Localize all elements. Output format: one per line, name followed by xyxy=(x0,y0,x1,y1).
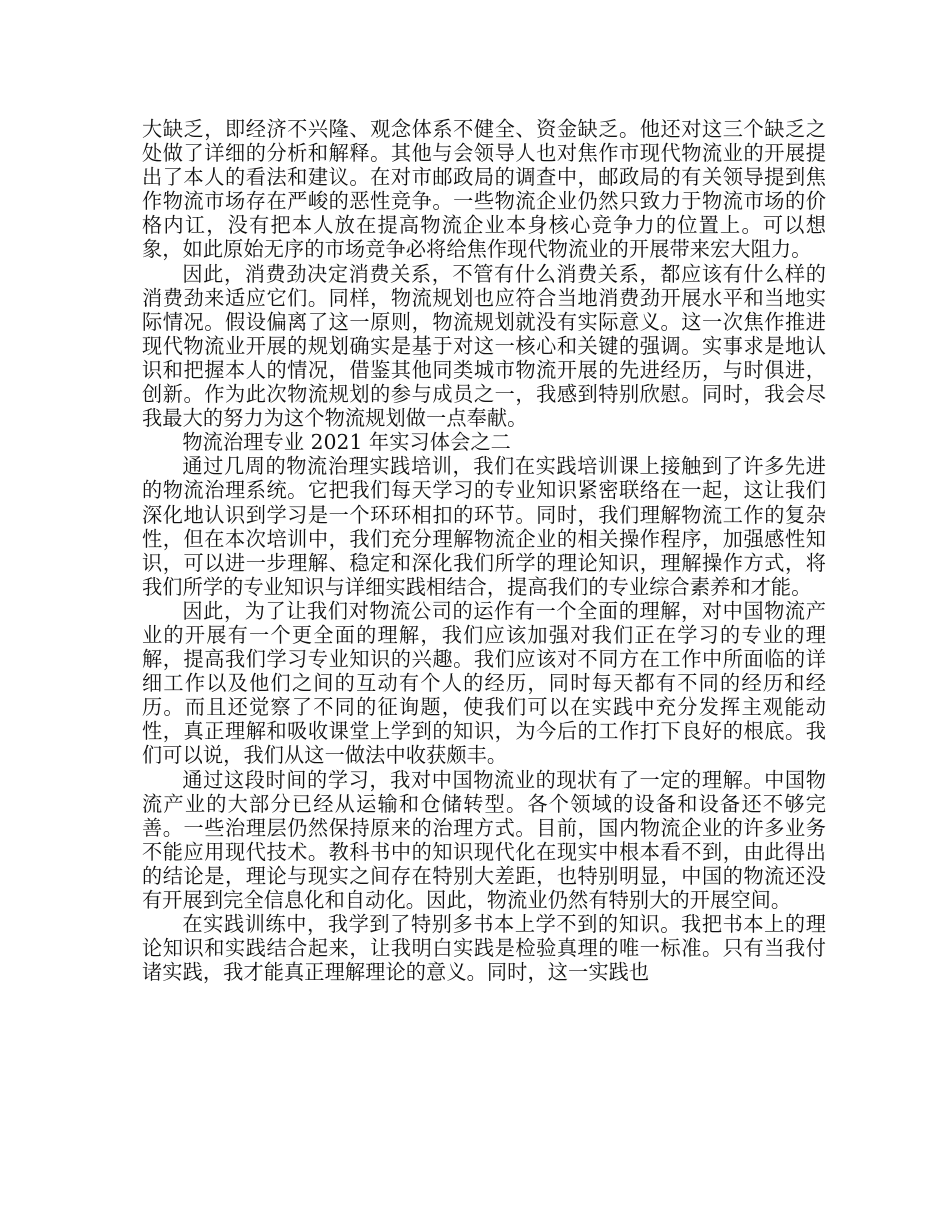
paragraph: 因此，为了让我们对物流公司的运作有一个全面的理解，对中国物流产业的开展有一个更全面的理解，我们应该加强对我们正在学习的专业的理解，提高我们学习专业知识的兴趣。我们应该对不同方在工作中所面临的详细工作以及他们之间的互动有个人的经历，同时每天都有不同的经历和经历。而且还觉察了不同的征询题，使我们可以在实践中充分发挥主观能动性，真正理解和吸收课堂上学到的知识，为今后的工作打下良好的根底。我们可以说，我们从这一做法中收获颇丰。 xyxy=(142,598,826,768)
paragraph: 在实践训练中，我学到了特别多书本上学不到的知识。我把书本上的理论知识和实践结合起来，让我明白实践是检验真理的唯一标准。只有当我付诸实践，我才能真正理解理论的意义。同时，这一实践也 xyxy=(142,912,826,985)
section-heading: 物流治理专业 2021 年实习体会之二 xyxy=(182,430,511,455)
paragraph: 通过几周的物流治理实践培训，我们在实践培训课上接触到了许多先进的物流治理系统。它把我们每天学习的专业知识紧密联络在一起，这让我们深化地认识到学习是一个环环相扣的环节。同时，我们理解物流工作的复杂性，但在本次培训中，我们充分理解物流企业的相关操作程序，加强感性知识，可以进一步理解、稳定和深化我们所学的理论知识，理解操作方式，将我们所学的专业知识与详细实践相结合，提高我们的专业综合素养和才能。 xyxy=(142,454,826,599)
paragraph: 因此，消费劲决定消费关系，不管有什么消费关系，都应该有什么样的消费劲来适应它们。同样，物流规划也应符合当地消费劲开展水平和当地实际情况。假设偏离了这一原则，物流规划就没有实际意义。这一次焦作推进现代物流业开展的规划确实是基于对这一核心和关键的强调。实事求是地认识和把握本人的情况，借鉴其他同类城市物流开展的先进经历，与时俱进，创新。作为此次物流规划的参与成员之一，我感到特别欣慰。同时，我会尽我最大的努力为这个物流规划做一点奉献。 xyxy=(142,261,826,431)
paragraph-continuation: 大缺乏，即经济不兴隆、观念体系不健全、资金缺乏。他还对这三个缺乏之处做了详细的分析和解释。其他与会领导人也对焦作市现代物流业的开展提出了本人的看法和建议。在对市邮政局的调查中，邮政局的有关领导提到焦作物流市场存在严峻的恶性竞争。一些物流企业仍然只致力于物流市场的价格内讧，没有把本人放在提高物流企业本身核心竞争力的位置上。可以想象，如此原始无序的市场竞争必将给焦作现代物流业的开展带来宏大阻力。 xyxy=(142,117,826,262)
paragraph: 通过这段时间的学习，我对中国物流业的现状有了一定的理解。中国物流产业的大部分已经从运输和仓储转型。各个领域的设备和设备还不够完善。一些治理层仍然保持原来的治理方式。目前，国内物流企业的许多业务不能应用现代技术。教科书中的知识现代化在现实中根本看不到，由此得出的结论是，理论与现实之间存在特别大差距，也特别明显，中国的物流还没有开展到完全信息化和自动化。因此，物流业仍然有特别大的开展空间。 xyxy=(142,767,826,912)
document-body xyxy=(142,117,826,984)
